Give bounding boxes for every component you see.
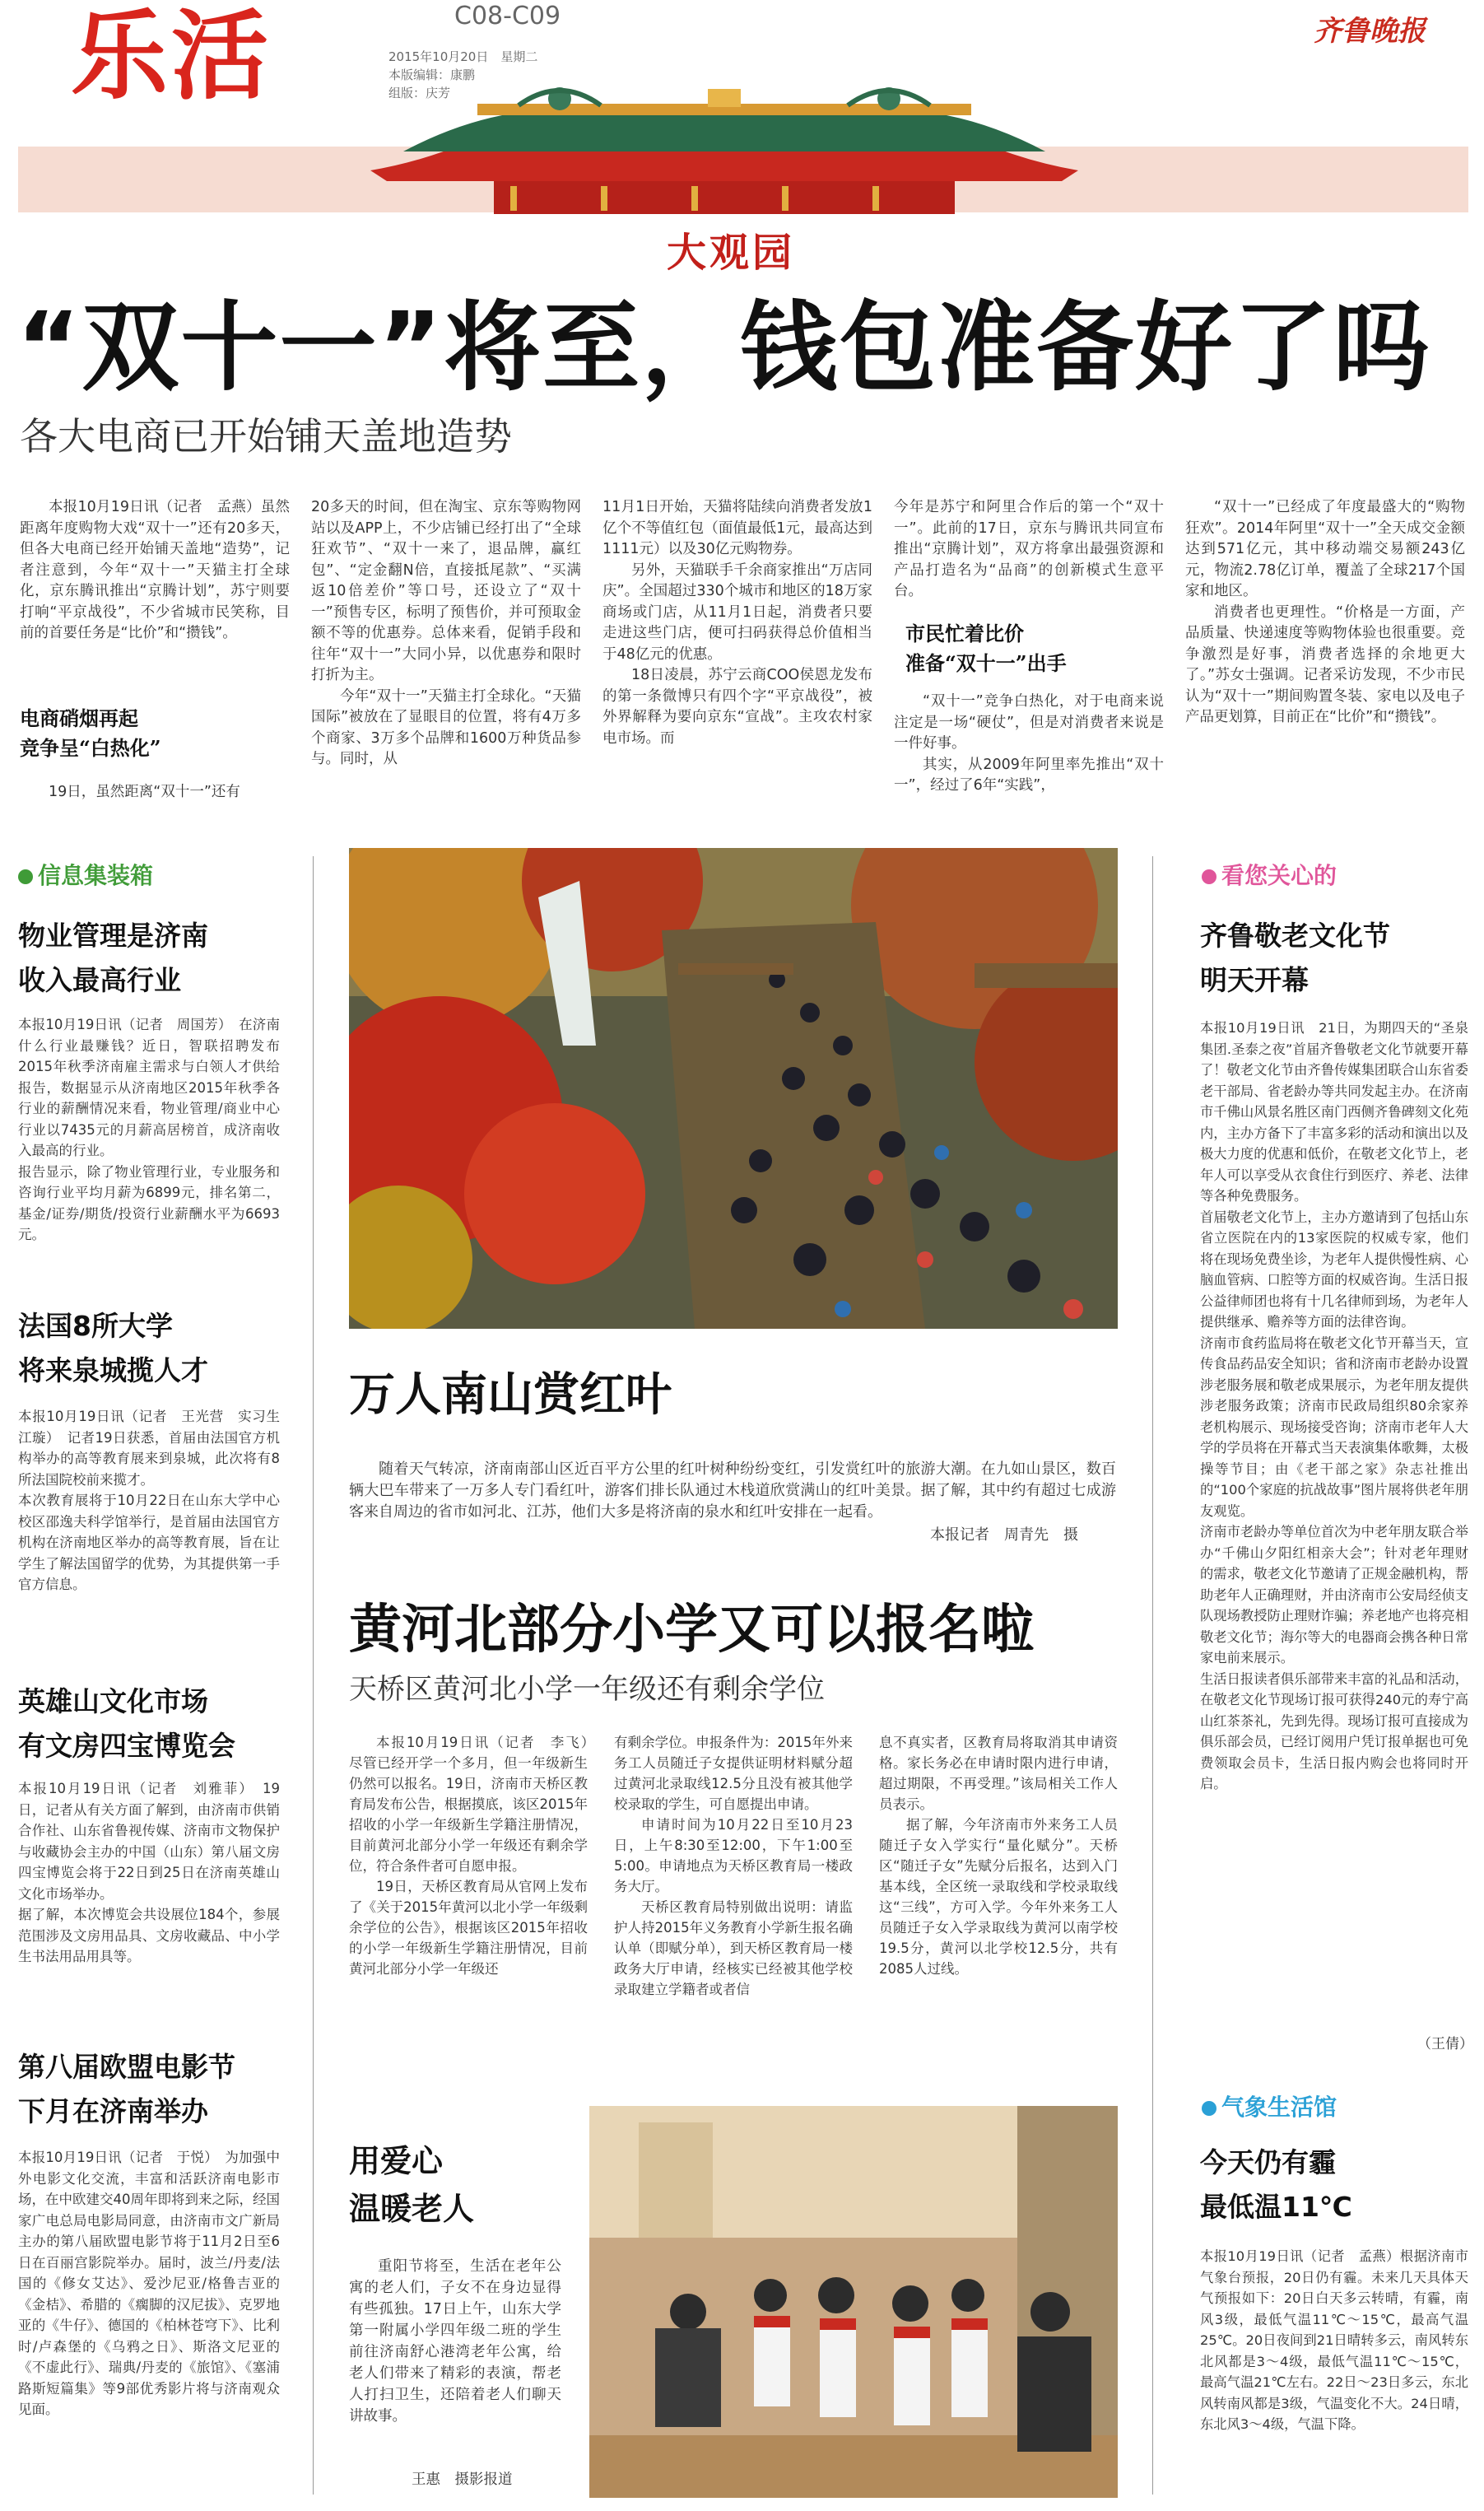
subheading-line: 电商硝烟再起 xyxy=(20,706,138,730)
photo-story-caption: 随着天气转凉，济南南部山区近百平方公里的红叶树种纷纷变红，引发赏红叶的旅游大潮。在九如山景区，数百辆大巴车带来了一万多人专门看红叶，游客们排长队通过木栈道欣赏满山的红叶美景。据了解，其中约有超过七成游客来自周边的省市如河北、江苏，他们大多是将济南的泉水和红叶安排在一起看。 xyxy=(349,1460,1116,1521)
lead-paragraph: 今年是苏宁和阿里合作后的第一个“双十一”。此前的17日，京东与腾讯共同宣布推出“京腾计划”，双方将拿出最强资源和产品打造名为“品商”的创新模式生意平台。 xyxy=(894,499,1164,599)
right-sidebar-credit: （王倩） xyxy=(1417,2036,1473,2052)
elderly-credit: 王惠 摄影报道 xyxy=(412,2471,513,2488)
school-column-2 xyxy=(614,1732,853,2000)
photo-story-headline: 万人南山赏红叶 xyxy=(349,1368,672,1422)
weather-headline: 今天仍有霾 最低温11℃ xyxy=(1200,2146,1352,2223)
photo-credit: 本报记者 周青先 摄 xyxy=(930,1526,1078,1544)
layout-credit: 组版：庆芳 xyxy=(388,86,451,100)
care-box-label xyxy=(1202,858,1337,891)
elderly-headline: 用爱心 温暖老人 xyxy=(349,2143,475,2227)
lead-paragraph: “双十一”已经成了年度最盛大的“购物狂欢”。2014年阿里“双十一”全天成交金额达到571亿元，其中移动端交易额243亿元，物流2.78亿订单，覆盖了全球217个国家和地区。 xyxy=(1185,499,1465,599)
daguanyuan-title: 大观园 xyxy=(667,230,796,276)
bullet-icon xyxy=(1202,2101,1217,2116)
sidebar-item-title: 第八届欧盟电影节 下月在济南举办 xyxy=(18,2051,235,2127)
sidebar-item-body: 本报10月19日讯（记者 于悦） 为加强中外电影文化交流，丰富和活跃济南电影市场，在中欧建交40周年即将到来之际，经国家广电总局电影局同意，由济南市文广新局主办的第八届欧盟电影节将于11月2日至6日在百丽宫影院举办。届时，波兰/丹麦/法国的《修女艾达》、爱沙尼亚/格鲁吉亚的《金桔》、希腊的《瘸脚的汉尼拔》、克罗地亚的《牛仔》、德国的《柏林苍穹下》、比利时/卢森堡的《乌鸦之日》、斯洛文尼亚的《不虚此行》、瑞典/丹麦的《旅馆》、《塞浦路斯短篇集》等9部优秀影片将与济南观众见面。 xyxy=(18,2150,280,2417)
bullet-icon xyxy=(18,869,33,884)
sidebar-item-body: 本报10月19日讯（记者 周国芳） 在济南什么行业最赚钱？近日，智联招聘发布2015年秋季济南雇主需求与白领人才供给报告，数据显示从济南地区2015年秋季各行业的薪酬情况来看，物业管理/商业中心行业以7435元的月薪高居榜首，成济南收入最高的行业。 报告显示，除了物业管理行业，专业服务和咨询行业平均月薪为6899元，排名第二，基金/证券/期货/投资行业薪酬水平为6693元。 xyxy=(18,1017,280,1242)
right-sidebar-body: 本报10月19日讯 21日，为期四天的“圣泉集团.圣泰之夜”首届齐鲁敬老文化节就要开幕了！敬老文化节由齐鲁传媒集团联合山东省委老干部局、省老龄办等共同发起主办。在济南市千佛山风景名胜区南门西侧齐鲁碑刻文化苑内，主办方备下了丰富多彩的活动和演出以及极大力度的优惠和低价，在敬老文化节上，老年人可以享受从衣食住行到医疗、养老、法律等各种免费服务。 首届敬老文化节上，主办方邀请到了包括山东省立医院在内的13家医院的权威专家，他们将在现场免费坐诊，为老年人提供慢性病、心脑血管病、口腔等方面的权威咨询。生活日报公益律师团也将有十几名律师到场，为老年人提供继承、赡养等方面的法律咨询。 济南市食药监局将在敬老文化节开幕当天，宣传食品药品安全知识；省和济南市老龄办设置涉老服务展和敬老成果展示，为老年朋友提供涉老服务政策；济南市民政局组织80余家养老机构展示、现场接受咨询；济南市老年人大学的学员将在开幕式当天表演集体歌舞，太极操等节目；由《老干部之家》杂志社推出的“100个家庭的抗战故事”图片展将供老年朋友观览。 济南市老龄办等单位首次为中老年朋友联合举办“千佛山夕阳红相亲大会”；针对老年理财的需求，敬老文化节邀请了正规金融机构，帮助老年人正确理财，并由济南市公安局经侦支队现场教授防止理财诈骗；养老地产也将亮相敬老文化节；海尔等大的电器商会携各种日常家电前来展示。 生活日报读者俱乐部带来丰富的礼品和活动，在敬老文化节现场订报可获得240元的寿宁高山红茶茶礼，先到先得。现场订报可直接成为俱乐部会员，已经订阅用户凭订报单据也可免费领取会员卡，生活日报内购会也将同时开启。 xyxy=(1200,1020,1468,1791)
lead-subheading xyxy=(20,704,290,763)
lead-paragraph: “双十一”竞争白热化，对于电商来说注定是一场“硬仗”，但是对消费者来说是一件好事。 xyxy=(894,693,1164,752)
lead-paragraph: 18日凌晨，苏宁云商COO侯恩龙发布的第一条微博只有四个字“平京战役”，被外界解释为要向京东“宣战”。主攻农村家电市场。而 xyxy=(602,667,872,747)
school-column-1 xyxy=(349,1732,602,1979)
subheading-line: 准备“双十一”出手 xyxy=(905,651,1067,675)
sidebar-item-body: 本报10月19日讯（记者 刘雅菲） 19日，记者从有关方面了解到，由济南市供销合作社、山东省鲁视传媒、济南市文物保护与收藏协会主办的中国（山东）第八届文房四宝博览会将于22日到25日在济南英雄山文化市场举办。 据了解，本次博览会共设展位184个，参展范围涉及文房用品具、文房收藏品、中小学生书法用品用具等。 xyxy=(18,1781,280,1964)
care-box-label-text: 看您关心的 xyxy=(1221,862,1337,889)
sidebar-item-title: 物业管理是济南 收入最高行业 xyxy=(18,920,208,996)
lead-paragraph: 19日，虽然距离“双十一”还有 xyxy=(49,784,240,800)
school-paragraph: 息不真实者，区教育局将取消其申请资格。家长务必在申请时限内进行申请，超过期限，不再受理。”该局相关工作人员表示。 xyxy=(879,1735,1118,1812)
right-sidebar-headline: 齐鲁敬老文化节 明天开幕 xyxy=(1200,920,1390,996)
info-box-label xyxy=(18,858,153,891)
sidebar-item-body: 本报10月19日讯（记者 王光营 实习生 江璇） 记者19日获悉，首届由法国官方机构举办的高等教育展来到泉城，此次将有8所法国院校前来揽才。 本次教育展将于10月22日在山东大学中心校区邵逸夫科学馆举行，是首届由法国官方机构在济南地区举办的高等教育展，旨在让学生了解法国留学的优势，为其提供第一手官方信息。 xyxy=(18,1409,280,1592)
bullet-icon xyxy=(1202,869,1217,884)
section-logo: 乐活 xyxy=(71,0,272,113)
school-paragraph: 本报10月19日讯（记者 李飞） 尽管已经开学一个多月，但一年级新生仍然可以报名。19日，济南市天桥区教育局发布公告，根据摸底，该区2015年招收的小学一年级新生学籍注册情况，目前黄河北部分小学一年级还有剩余学位，符合条件者可自愿申报。 xyxy=(349,1735,602,1874)
school-paragraph: 19日，天桥区教育局从官网上发布了《关于2015年黄河以北小学一年级剩余学位的公告》，根据该区2015年招收的小学一年级新生学籍注册情况，目前黄河北部分小学一年级还 xyxy=(349,1879,588,1977)
red-leaves-photo xyxy=(349,848,1118,1329)
lead-paragraph: 20多天的时间，但在淘宝、京东等购物网站以及APP上，不少店铺已经打出了“全球狂欢节”、“双十一来了，退品牌，赢红包”、“定金翻N倍，直接抵尾款”、“买满返10倍差价”等口号，还设立了“双十一”预售专区，标明了预售价，并可预取金额不等的优惠券。总体来看，促销手段和往年“双十一”大同小异，以优惠券和限时打折为主。 xyxy=(311,499,581,683)
school-paragraph: 有剩余学位。申报条件为：2015年外来务工人员随迁子女提供证明材料赋分超过黄河北录取线12.5分且没有被其他学校录取的学生，可自愿提出申请。 xyxy=(614,1735,853,1812)
weather-box-label xyxy=(1202,2089,1337,2122)
lead-column-5 xyxy=(1185,497,1465,729)
issue-date: 2015年10月20日 星期二 xyxy=(388,49,538,64)
lead-paragraph: 11月1日开始，天猫将陆续向消费者发放1亿个不等值红包（面值最低1元，最高达到1111元）以及30亿元购物券。 xyxy=(602,499,872,557)
lead-column-2 xyxy=(311,497,581,771)
info-box-label-text: 信息集装箱 xyxy=(38,862,154,889)
newspaper-name: 齐鲁晚报 xyxy=(1314,15,1426,48)
elderly-body: 重阳节将至，生活在老年公寓的老人们，子女不在身边显得有些孤独。17日上午，山东大学第一附属小学四年级二班的学生前往济南舒心港湾老年公寓，给老人们带来了精彩的表演，帮老人打扫卫生，还陪着老人们聊天讲故事。 xyxy=(349,2258,561,2425)
school-column-3 xyxy=(879,1732,1118,1979)
sidebar-item-title: 法国8所大学 将来泉城揽人才 xyxy=(18,1310,208,1386)
lead-column-4b xyxy=(894,692,1164,797)
lead-headline: “双十一”将至，钱包准备好了吗 xyxy=(16,291,1432,404)
divider xyxy=(313,856,314,2495)
school-paragraph: 据了解，今年济南市外来务工人员随迁子女入学实行“量化赋分”。天桥区“随迁子女”先赋分后报名，达到入门基本线，全区统一录取线和学校录取线这“三线”，方可入学。今年外来务工人员随迁子女入学录取线为黄河以南学校19.5分，黄河以北学校12.5分，共有2085人过线。 xyxy=(879,1817,1118,1977)
pagoda-roof-graphic xyxy=(354,76,1095,224)
page-range: C08-C09 xyxy=(454,2,561,30)
lead-paragraph: 本报10月19日讯（记者 孟燕）虽然距离年度购物大戏“双十一”还有20多天，但各大电商已经开始铺天盖地“造势”，记者注意到，今年“双十一”天猫主打全球化，京东腾讯推出“京腾计划”，苏宁则要打响“平京战役”，不少省城市民笑称，目前的首要任务是“比价”和“攒钱”。 xyxy=(20,499,290,641)
lead-column-3 xyxy=(602,497,872,749)
elderly-visit-photo xyxy=(589,2106,1118,2498)
school-paragraph: 申请时间为10月22日至10月23日，上午8:30至12:00，下午1:00至5:00。申请地点为天桥区教育局一楼政务大厅。 xyxy=(614,1817,853,1894)
subheading-line: 竞争呈“白热化” xyxy=(20,736,161,760)
lead-column-4 xyxy=(894,497,1164,603)
school-subhead: 天桥区黄河北小学一年级还有剩余学位 xyxy=(349,1673,825,1706)
school-paragraph: 天桥区教育局特别做出说明：请监护人持2015年义务教育小学新生报名确认单（即赋分单），到天桥区教育局一楼政务大厅申请，经核实已经被其他学校录取建立学籍者或者信 xyxy=(614,1899,853,1997)
weather-box-label-text: 气象生活馆 xyxy=(1221,2094,1337,2121)
lead-paragraph: 其实，从2009年阿里率先推出“双十一”，经过了6年“实践”， xyxy=(894,756,1164,794)
lead-column-1b xyxy=(20,782,290,804)
lead-subhead: 各大电商已开始铺天盖地造势 xyxy=(20,414,512,459)
lead-subheading xyxy=(905,619,1161,678)
sidebar-item-title: 英雄山文化市场 有文房四宝博览会 xyxy=(18,1685,235,1762)
subheading-line: 市民忙着比价 xyxy=(905,622,1024,645)
lead-column-1 xyxy=(20,497,290,645)
editor-credit: 本版编辑：康鹏 xyxy=(388,68,476,82)
lead-paragraph: 消费者也更理性。“价格是一方面，产品质量、快递速度等购物体验也很重要。竞争激烈是好事，消费者选择的余地更大了。”苏女士强调。记者采访发现，不少市民认为“双十一”期间购置冬装、家电以及电子产品更划算，目前正在“比价”和“攒钱”。 xyxy=(1185,603,1465,725)
lead-paragraph: 另外，天猫联手千余商家推出“万店同庆”。全国超过330个城市和地区的18万家商场或门店，从11月1日起，消费者只要走进这些门店，便可扫码获得总价值相当于48亿元的优惠。 xyxy=(602,561,872,663)
school-headline: 黄河北部分小学又可以报名啦 xyxy=(349,1600,1034,1661)
weather-body: 本报10月19日讯（记者 孟燕）根据济南市气象台预报，20日仍有霾。未来几天具体天气预报如下：20日白天多云转晴，有霾，南风3级，最低气温11℃～15℃，最高气温25℃。20日夜间到21日晴转多云，南风转东北风都是3～4级，最低气温11℃～15℃，最高气温21℃左右。22日～23日多云，东北风转南风都是3级，气温变化不大。24日晴，东北风3～4级，气温下降。 xyxy=(1200,2248,1468,2432)
divider xyxy=(1152,856,1153,2495)
lead-paragraph: 今年“双十一”天猫主打全球化。“天猫国际”被放在了显眼目的位置，将有4万多个商家、3万多个品牌和1600万种货品参与。同时，从 xyxy=(311,687,581,767)
